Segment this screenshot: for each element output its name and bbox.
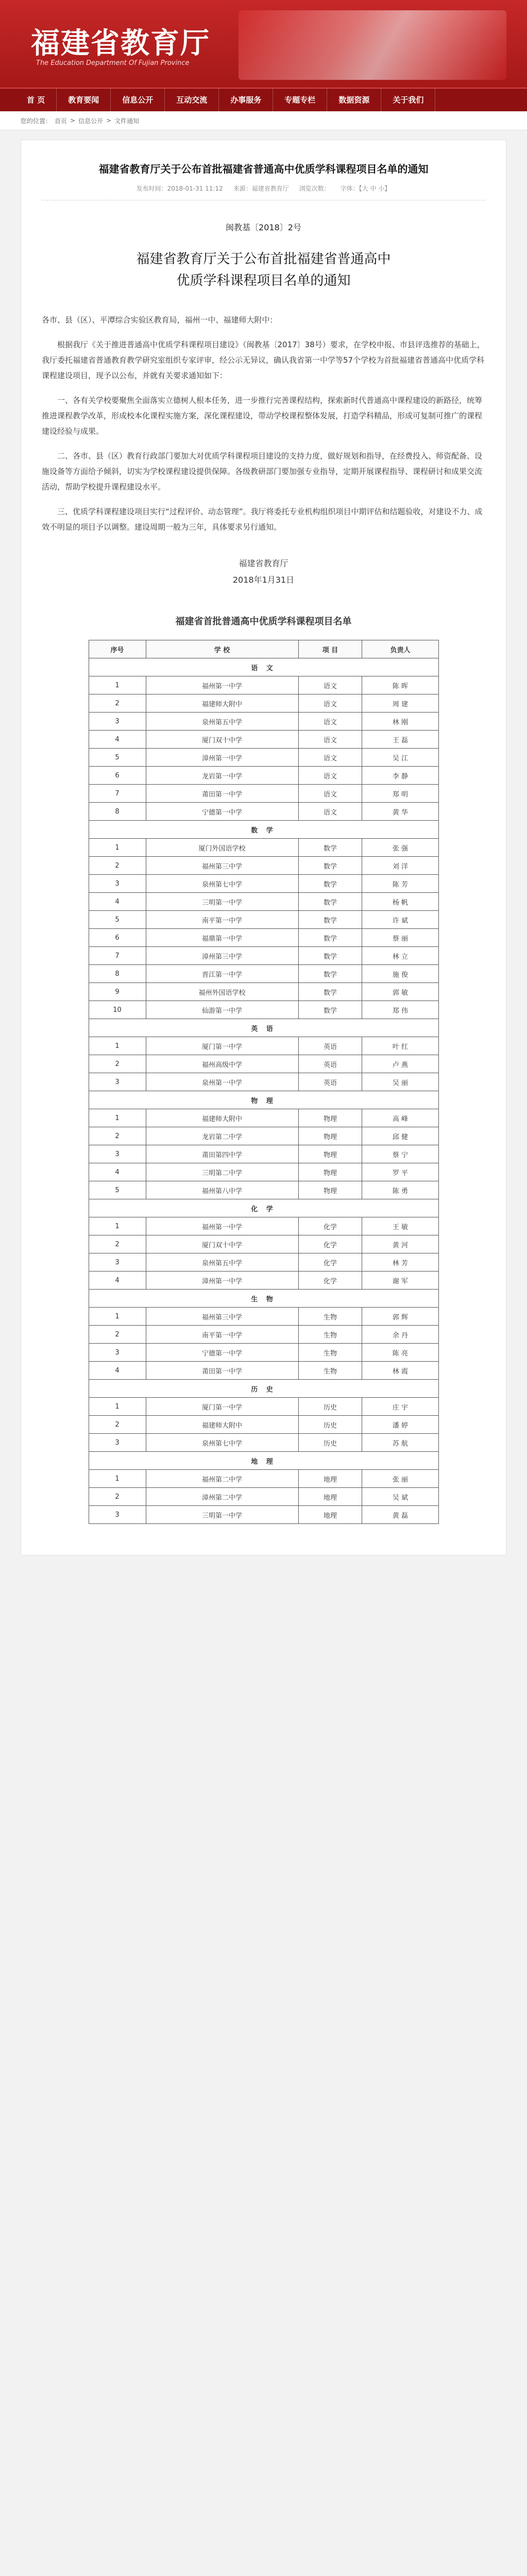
table-cell: 语文	[298, 785, 362, 803]
nav-item-7[interactable]: 关于我们	[381, 89, 435, 111]
table-row	[89, 1217, 438, 1235]
table-row	[89, 1398, 438, 1416]
table-cell: 施 俊	[362, 965, 438, 983]
table-cell: 语文	[298, 803, 362, 821]
table-header-cell: 负责人	[362, 640, 438, 658]
table-category-row	[89, 658, 438, 676]
table-cell: 郭 辉	[362, 1308, 438, 1326]
table-category-row	[89, 1452, 438, 1470]
table-cell: 8	[89, 803, 146, 821]
table-cell: 物理	[298, 1127, 362, 1145]
table-cell: 生物	[298, 1362, 362, 1380]
nav-item-3[interactable]: 互动交流	[165, 89, 219, 111]
category-label: 英 语	[89, 1019, 438, 1037]
table-cell: 福鼎第一中学	[146, 929, 298, 947]
table-cell: 庄 宇	[362, 1398, 438, 1416]
meta-item: 来源：福建省教育厅	[233, 185, 289, 192]
breadcrumb	[0, 111, 527, 130]
table-cell: 三明第一中学	[146, 1506, 298, 1524]
table-cell: 潘 婷	[362, 1416, 438, 1434]
table-cell: 陈 晖	[362, 676, 438, 694]
table-cell: 张 强	[362, 839, 438, 857]
table-row	[89, 1362, 438, 1380]
table-row	[89, 694, 438, 713]
table-cell: 2	[89, 1488, 146, 1506]
table-row	[89, 1181, 438, 1199]
table-row	[89, 1416, 438, 1434]
table-cell: 4	[89, 731, 146, 749]
table-body	[89, 658, 438, 1524]
table-cell: 1	[89, 1109, 146, 1127]
list-title: 福建省首批普通高中优质学科课程项目名单	[175, 616, 352, 627]
table-cell: 2	[89, 1326, 146, 1344]
table-row	[89, 1163, 438, 1181]
table-cell: 福州第一中学	[146, 1217, 298, 1235]
table-row	[89, 911, 438, 929]
signature-block	[42, 555, 485, 588]
table-row	[89, 1434, 438, 1452]
article-body	[42, 337, 485, 535]
table-cell: 蔡 宁	[362, 1145, 438, 1163]
table-row	[89, 857, 438, 875]
table-cell: 厦门双十中学	[146, 731, 298, 749]
table-cell: 卢 燕	[362, 1055, 438, 1073]
category-label: 历 史	[89, 1380, 438, 1398]
table-cell: 郑 明	[362, 785, 438, 803]
table-cell: 数学	[298, 965, 362, 983]
table-cell: 英语	[298, 1037, 362, 1055]
breadcrumb-link[interactable]: 文件通知	[114, 117, 140, 125]
table-cell: 吴 丽	[362, 1073, 438, 1091]
table-cell: 厦门第一中学	[146, 1037, 298, 1055]
table-cell: 7	[89, 947, 146, 965]
table-cell: 福州第一中学	[146, 676, 298, 694]
table-cell: 余 丹	[362, 1326, 438, 1344]
table-cell: 叶 红	[362, 1037, 438, 1055]
table-cell: 吴 斌	[362, 1488, 438, 1506]
table-row	[89, 1127, 438, 1145]
table-cell: 9	[89, 983, 146, 1001]
table-cell: 南平第一中学	[146, 1326, 298, 1344]
table-cell: 黄 华	[362, 803, 438, 821]
table-cell: 谢 军	[362, 1272, 438, 1290]
table-row	[89, 1235, 438, 1253]
table-cell: 林 芳	[362, 1253, 438, 1272]
table-cell: 英语	[298, 1073, 362, 1091]
table-cell: 化学	[298, 1253, 362, 1272]
table-cell: 物理	[298, 1109, 362, 1127]
header-banner-art	[239, 10, 506, 80]
table-cell: 黄 磊	[362, 1506, 438, 1524]
table-header-row	[89, 640, 438, 658]
table-cell: 郭 敏	[362, 983, 438, 1001]
table-cell: 林 刚	[362, 713, 438, 731]
table-row	[89, 767, 438, 785]
table-cell: 莆田第四中学	[146, 1145, 298, 1163]
table-row	[89, 1037, 438, 1055]
table-cell: 4	[89, 1272, 146, 1290]
table-cell: 3	[89, 875, 146, 893]
table-cell: 林 霞	[362, 1362, 438, 1380]
table-cell: 3	[89, 1253, 146, 1272]
table-cell: 3	[89, 1073, 146, 1091]
table-cell: 张 丽	[362, 1470, 438, 1488]
table-header-cell: 学 校	[146, 640, 298, 658]
table-row	[89, 1344, 438, 1362]
nav-item-6[interactable]: 数据资源	[327, 89, 381, 111]
breadcrumb-text: 您的位置：	[21, 117, 52, 125]
table-cell: 物理	[298, 1181, 362, 1199]
table-cell: 林 立	[362, 947, 438, 965]
table-row	[89, 1073, 438, 1091]
main-nav	[0, 88, 527, 111]
table-cell: 福州外国语学校	[146, 983, 298, 1001]
body-paragraph: 一、各有关学校要聚焦全面落实立德树人根本任务，进一步推行完善课程结构，探索新时代普通高中课程建设的新路径，统筹推进课程教学改革，形成校本化课程实施方案，深化课程建设，带动学校课程整体发展，打造学科精品，形成可复制可推广的课程建设经验与成果。	[42, 396, 483, 436]
nav-item-1[interactable]: 教育要闻	[57, 89, 111, 111]
table-cell: 泉州第七中学	[146, 1434, 298, 1452]
breadcrumb-link[interactable]: 首页	[55, 117, 67, 125]
category-label: 地 理	[89, 1452, 438, 1470]
table-category-row	[89, 1199, 438, 1217]
sign-date: 2018年1月31日	[232, 575, 295, 585]
table-cell: 化学	[298, 1272, 362, 1290]
document-title	[42, 248, 485, 292]
table-cell: 6	[89, 767, 146, 785]
table-cell: 3	[89, 1344, 146, 1362]
table-row	[89, 1470, 438, 1488]
table-cell: 泉州第五中学	[146, 713, 298, 731]
table-cell: 2	[89, 1416, 146, 1434]
table-cell: 龙岩第一中学	[146, 767, 298, 785]
table-cell: 陈 亮	[362, 1344, 438, 1362]
category-label: 物 理	[89, 1091, 438, 1109]
table-cell: 1	[89, 1217, 146, 1235]
table-row	[89, 875, 438, 893]
document-number: 闽教基〔2018〕2号	[226, 223, 301, 232]
table-cell: 生物	[298, 1344, 362, 1362]
table-cell: 周 建	[362, 694, 438, 713]
table-cell: 福州第八中学	[146, 1181, 298, 1199]
table-cell: 莆田第一中学	[146, 785, 298, 803]
table-cell: 漳州第三中学	[146, 947, 298, 965]
table-cell: 4	[89, 893, 146, 911]
sign-organization: 福建省教育厅	[239, 558, 288, 568]
table-row	[89, 893, 438, 911]
table-row	[89, 1488, 438, 1506]
table-cell: 数学	[298, 929, 362, 947]
table-row	[89, 1253, 438, 1272]
table-cell: 福建师大附中	[146, 1109, 298, 1127]
table-cell: 龙岩第二中学	[146, 1127, 298, 1145]
table-cell: 物理	[298, 1145, 362, 1163]
table-row	[89, 1055, 438, 1073]
table-cell: 仙游第一中学	[146, 1001, 298, 1019]
table-row	[89, 839, 438, 857]
nav-item-4[interactable]: 办事服务	[219, 89, 273, 111]
table-cell: 2	[89, 1235, 146, 1253]
table-cell: 福州第三中学	[146, 857, 298, 875]
nav-item-0[interactable]: 首 页	[15, 89, 57, 111]
meta-item: 浏览次数：	[299, 185, 330, 192]
table-cell: 1	[89, 676, 146, 694]
table-cell: 语文	[298, 731, 362, 749]
table-cell: 蔡 丽	[362, 929, 438, 947]
table-cell: 生物	[298, 1308, 362, 1326]
category-label: 语 文	[89, 658, 438, 676]
table-cell: 宁德第一中学	[146, 1344, 298, 1362]
table-cell: 4	[89, 1163, 146, 1181]
table-cell: 黄 河	[362, 1235, 438, 1253]
table-cell: 1	[89, 1470, 146, 1488]
table-cell: 2	[89, 857, 146, 875]
body-paragraph: 根据我厅《关于推进普通高中优质学科课程项目建设》（闽教基〔2017〕38号）要求，在学校申报、市县评选推荐的基础上，我厅委托福建省普通教育教学研究室组织专家评审，经公示无异议，确认我省第一中学等57个学校为首批福建省普通高中优质学科课程建设项目，现予以公布，并就有关要求通知如下：	[42, 340, 485, 380]
breadcrumb-link[interactable]: 信息公开	[78, 117, 104, 125]
category-label: 生 物	[89, 1290, 438, 1308]
body-paragraph: 三、优质学科课程建设项目实行“过程评价、动态管理”。我厅将委托专业机构组织项目中期评估和结题验收，对建设不力、成效不明显的项目予以调整。建设周期一般为三年，具体要求另行通知。	[42, 507, 483, 532]
table-row	[89, 1506, 438, 1524]
table-category-row	[89, 1091, 438, 1109]
category-label: 化 学	[89, 1199, 438, 1217]
table-cell: 语文	[298, 694, 362, 713]
table-cell: 1	[89, 1308, 146, 1326]
meta-item: 发布时间：2018-01-31 11:12	[136, 185, 223, 192]
table-category-row	[89, 1380, 438, 1398]
table-cell: 数学	[298, 875, 362, 893]
table-cell: 数学	[298, 893, 362, 911]
table-cell: 数学	[298, 983, 362, 1001]
table-cell: 数学	[298, 1001, 362, 1019]
table-cell: 杨 帆	[362, 893, 438, 911]
table-row	[89, 1308, 438, 1326]
table-cell: 5	[89, 1181, 146, 1199]
table-cell: 10	[89, 1001, 146, 1019]
table-row	[89, 1326, 438, 1344]
table-cell: 泉州第五中学	[146, 1253, 298, 1272]
table-header-cell: 项 目	[298, 640, 362, 658]
table-cell: 2	[89, 1127, 146, 1145]
table-cell: 吴 江	[362, 749, 438, 767]
breadcrumb-text: >	[70, 117, 76, 124]
table-cell: 刘 洋	[362, 857, 438, 875]
table-cell: 5	[89, 911, 146, 929]
table-cell: 4	[89, 1362, 146, 1380]
table-row	[89, 803, 438, 821]
category-label: 数 学	[89, 821, 438, 839]
article-meta	[42, 184, 485, 200]
table-cell: 1	[89, 839, 146, 857]
nav-item-5[interactable]: 专题专栏	[273, 89, 327, 111]
project-list-table	[89, 640, 439, 1524]
table-cell: 地理	[298, 1506, 362, 1524]
table-cell: 地理	[298, 1470, 362, 1488]
table-cell: 3	[89, 1506, 146, 1524]
table-row	[89, 731, 438, 749]
table-cell: 8	[89, 965, 146, 983]
table-cell: 1	[89, 1037, 146, 1055]
table-cell: 数学	[298, 947, 362, 965]
table-cell: 1	[89, 1398, 146, 1416]
table-cell: 历史	[298, 1398, 362, 1416]
meta-item: 字体：【大 中 小】	[340, 185, 391, 192]
table-cell: 福州第三中学	[146, 1308, 298, 1326]
table-category-row	[89, 1019, 438, 1037]
table-cell: 高 峰	[362, 1109, 438, 1127]
table-cell: 2	[89, 694, 146, 713]
table-cell: 厦门第一中学	[146, 1398, 298, 1416]
table-cell: 李 静	[362, 767, 438, 785]
table-cell: 福建师大附中	[146, 1416, 298, 1434]
table-cell: 厦门双十中学	[146, 1235, 298, 1253]
article-title: 福建省教育厅关于公布首批福建省普通高中优质学科课程项目名单的通知	[98, 163, 429, 175]
table-cell: 3	[89, 1145, 146, 1163]
salutation: 各市、县（区）、平潭综合实验区教育局，福州一中、福建师大附中：	[42, 315, 278, 325]
table-row	[89, 713, 438, 731]
table-cell: 语文	[298, 767, 362, 785]
table-cell: 福建师大附中	[146, 694, 298, 713]
table-cell: 英语	[298, 1055, 362, 1073]
table-cell: 2	[89, 1055, 146, 1073]
table-cell: 泉州第一中学	[146, 1073, 298, 1091]
table-row	[89, 1145, 438, 1163]
table-cell: 数学	[298, 911, 362, 929]
table-cell: 历史	[298, 1416, 362, 1434]
table-row	[89, 983, 438, 1001]
table-cell: 数学	[298, 839, 362, 857]
table-cell: 三明第二中学	[146, 1163, 298, 1181]
table-cell: 陈 勇	[362, 1181, 438, 1199]
table-cell: 7	[89, 785, 146, 803]
table-cell: 物理	[298, 1163, 362, 1181]
article-container	[21, 140, 506, 1555]
table-cell: 邱 健	[362, 1127, 438, 1145]
site-header	[0, 0, 527, 88]
table-cell: 生物	[298, 1326, 362, 1344]
table-cell: 福州第二中学	[146, 1470, 298, 1488]
table-cell: 3	[89, 713, 146, 731]
nav-item-2[interactable]: 信息公开	[111, 89, 165, 111]
breadcrumb-text: >	[106, 117, 112, 124]
site-logo-subtitle: The Education Department Of Fujian Province	[36, 59, 190, 67]
table-cell: 数学	[298, 857, 362, 875]
document-title-line-1: 福建省教育厅关于公布首批福建省普通高中	[136, 251, 391, 267]
table-cell: 许 斌	[362, 911, 438, 929]
table-row	[89, 1001, 438, 1019]
table-cell: 语文	[298, 713, 362, 731]
table-cell: 福州高级中学	[146, 1055, 298, 1073]
table-cell: 南平第一中学	[146, 911, 298, 929]
table-cell: 历史	[298, 1434, 362, 1452]
table-cell: 郑 伟	[362, 1001, 438, 1019]
table-cell: 罗 平	[362, 1163, 438, 1181]
table-cell: 王 敏	[362, 1217, 438, 1235]
table-row	[89, 1272, 438, 1290]
table-cell: 泉州第七中学	[146, 875, 298, 893]
table-cell: 5	[89, 749, 146, 767]
table-cell: 晋江第一中学	[146, 965, 298, 983]
table-row	[89, 676, 438, 694]
table-cell: 苏 航	[362, 1434, 438, 1452]
table-row	[89, 749, 438, 767]
table-cell: 宁德第一中学	[146, 803, 298, 821]
table-cell: 莆田第一中学	[146, 1362, 298, 1380]
table-cell: 3	[89, 1434, 146, 1452]
table-row	[89, 1109, 438, 1127]
table-row	[89, 947, 438, 965]
body-paragraph: 二、各市、县（区）教育行政部门要加大对优质学科课程项目建设的支持力度，做好规划和指导，在经费投入、师资配备、设施设备等方面给予倾斜，切实为学校课程建设提供保障。各级教研部门要加强专业指导，定期开展课程指导、课程研讨和成果交流活动，帮助学校提升课程建设水平。	[42, 451, 483, 492]
table-category-row	[89, 821, 438, 839]
document-title-line-2: 优质学科课程项目名单的通知	[176, 273, 351, 289]
table-cell: 地理	[298, 1488, 362, 1506]
table-cell: 语文	[298, 749, 362, 767]
table-cell: 漳州第二中学	[146, 1488, 298, 1506]
table-cell: 语文	[298, 676, 362, 694]
table-cell: 三明第一中学	[146, 893, 298, 911]
table-row	[89, 785, 438, 803]
table-row	[89, 929, 438, 947]
table-cell: 6	[89, 929, 146, 947]
table-header-cell: 序号	[89, 640, 146, 658]
table-row	[89, 965, 438, 983]
site-logo[interactable]: 福建省教育厅	[31, 26, 210, 60]
table-cell: 王 磊	[362, 731, 438, 749]
table-cell: 化学	[298, 1235, 362, 1253]
table-cell: 厦门外国语学校	[146, 839, 298, 857]
table-cell: 漳州第一中学	[146, 749, 298, 767]
table-cell: 陈 芳	[362, 875, 438, 893]
table-category-row	[89, 1290, 438, 1308]
table-cell: 漳州第一中学	[146, 1272, 298, 1290]
table-cell: 化学	[298, 1217, 362, 1235]
